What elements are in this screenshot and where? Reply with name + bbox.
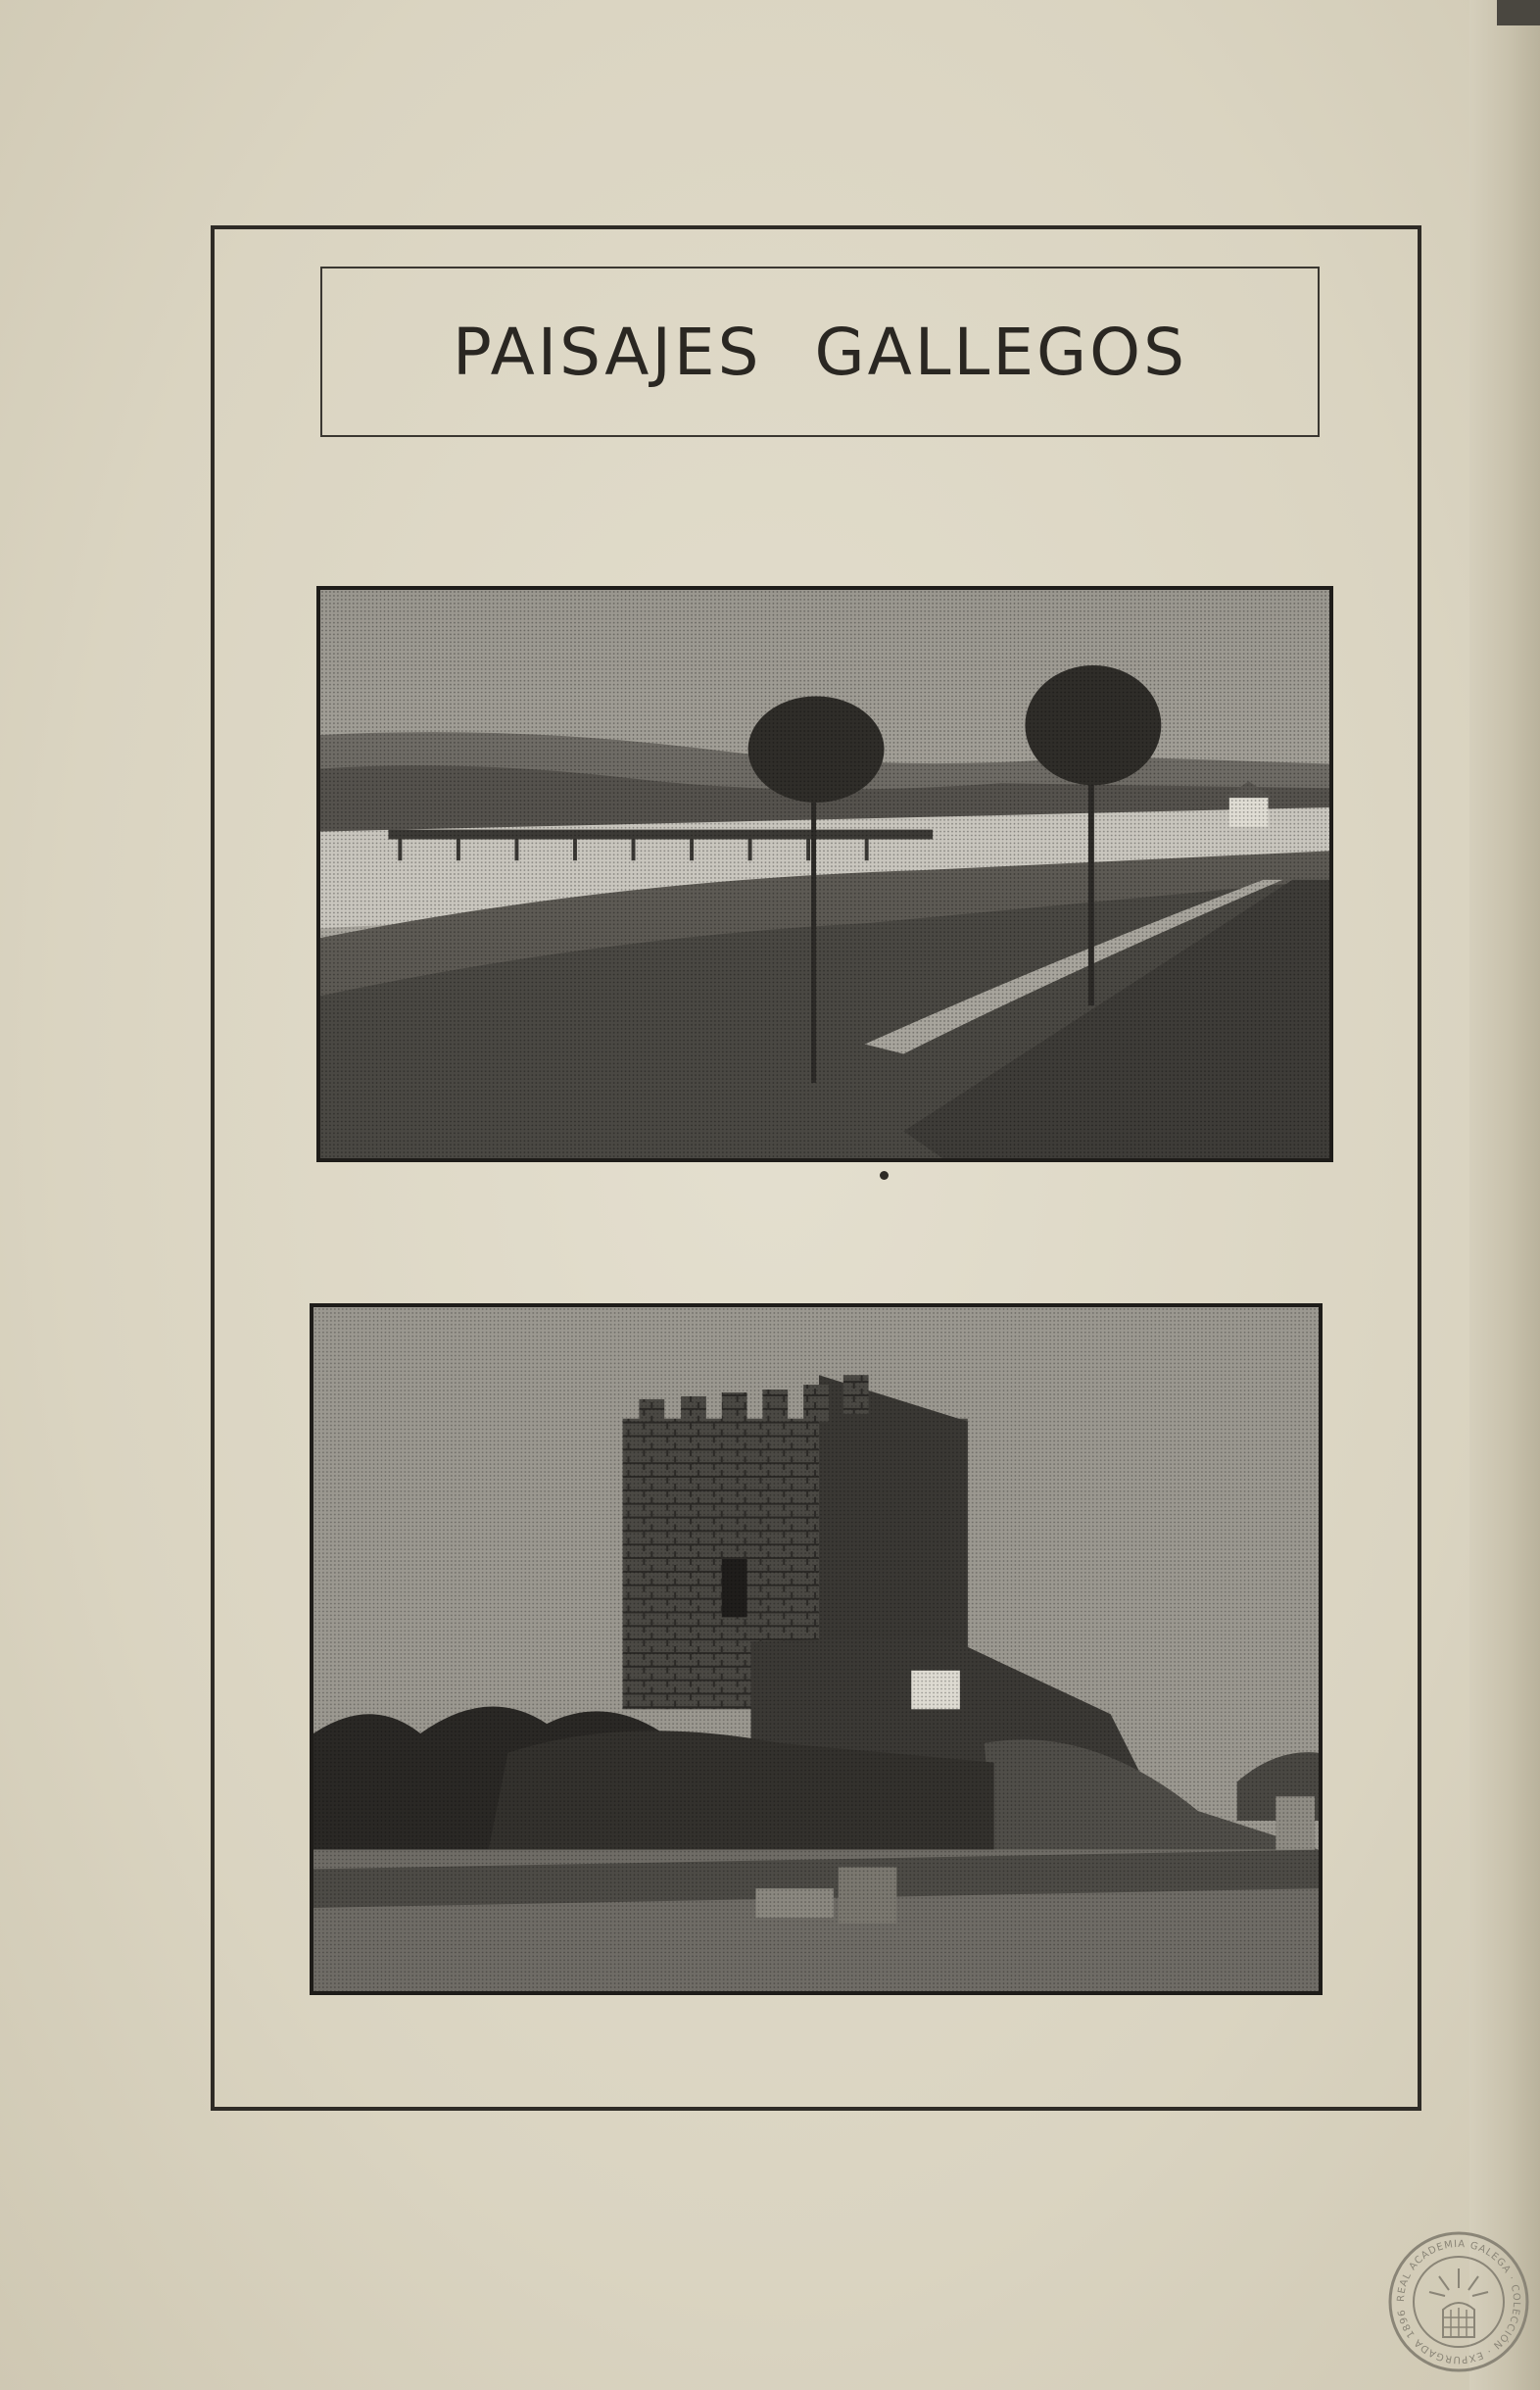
- page-title: PAISAJES GALLEGOS: [452, 314, 1188, 390]
- seal-icon: [1386, 2229, 1531, 2374]
- page-corner: [1497, 0, 1540, 25]
- stray-ink-dot: [880, 1171, 889, 1180]
- medieval-tower-image: [313, 1307, 1319, 1991]
- river-landscape-photo: [316, 586, 1333, 1162]
- medieval-tower-photo: [310, 1303, 1323, 1995]
- page-spine-shadow: [1469, 0, 1540, 2390]
- river-landscape-image: [320, 590, 1329, 1158]
- svg-text:REAL ACADEMIA GALEGA · COLECCI: REAL ACADEMIA GALEGA · COLECCIÓN · EXPURGADA 1896: [1395, 2238, 1522, 2366]
- title-box: [320, 267, 1320, 437]
- academy-seal-stamp: [1386, 2229, 1531, 2374]
